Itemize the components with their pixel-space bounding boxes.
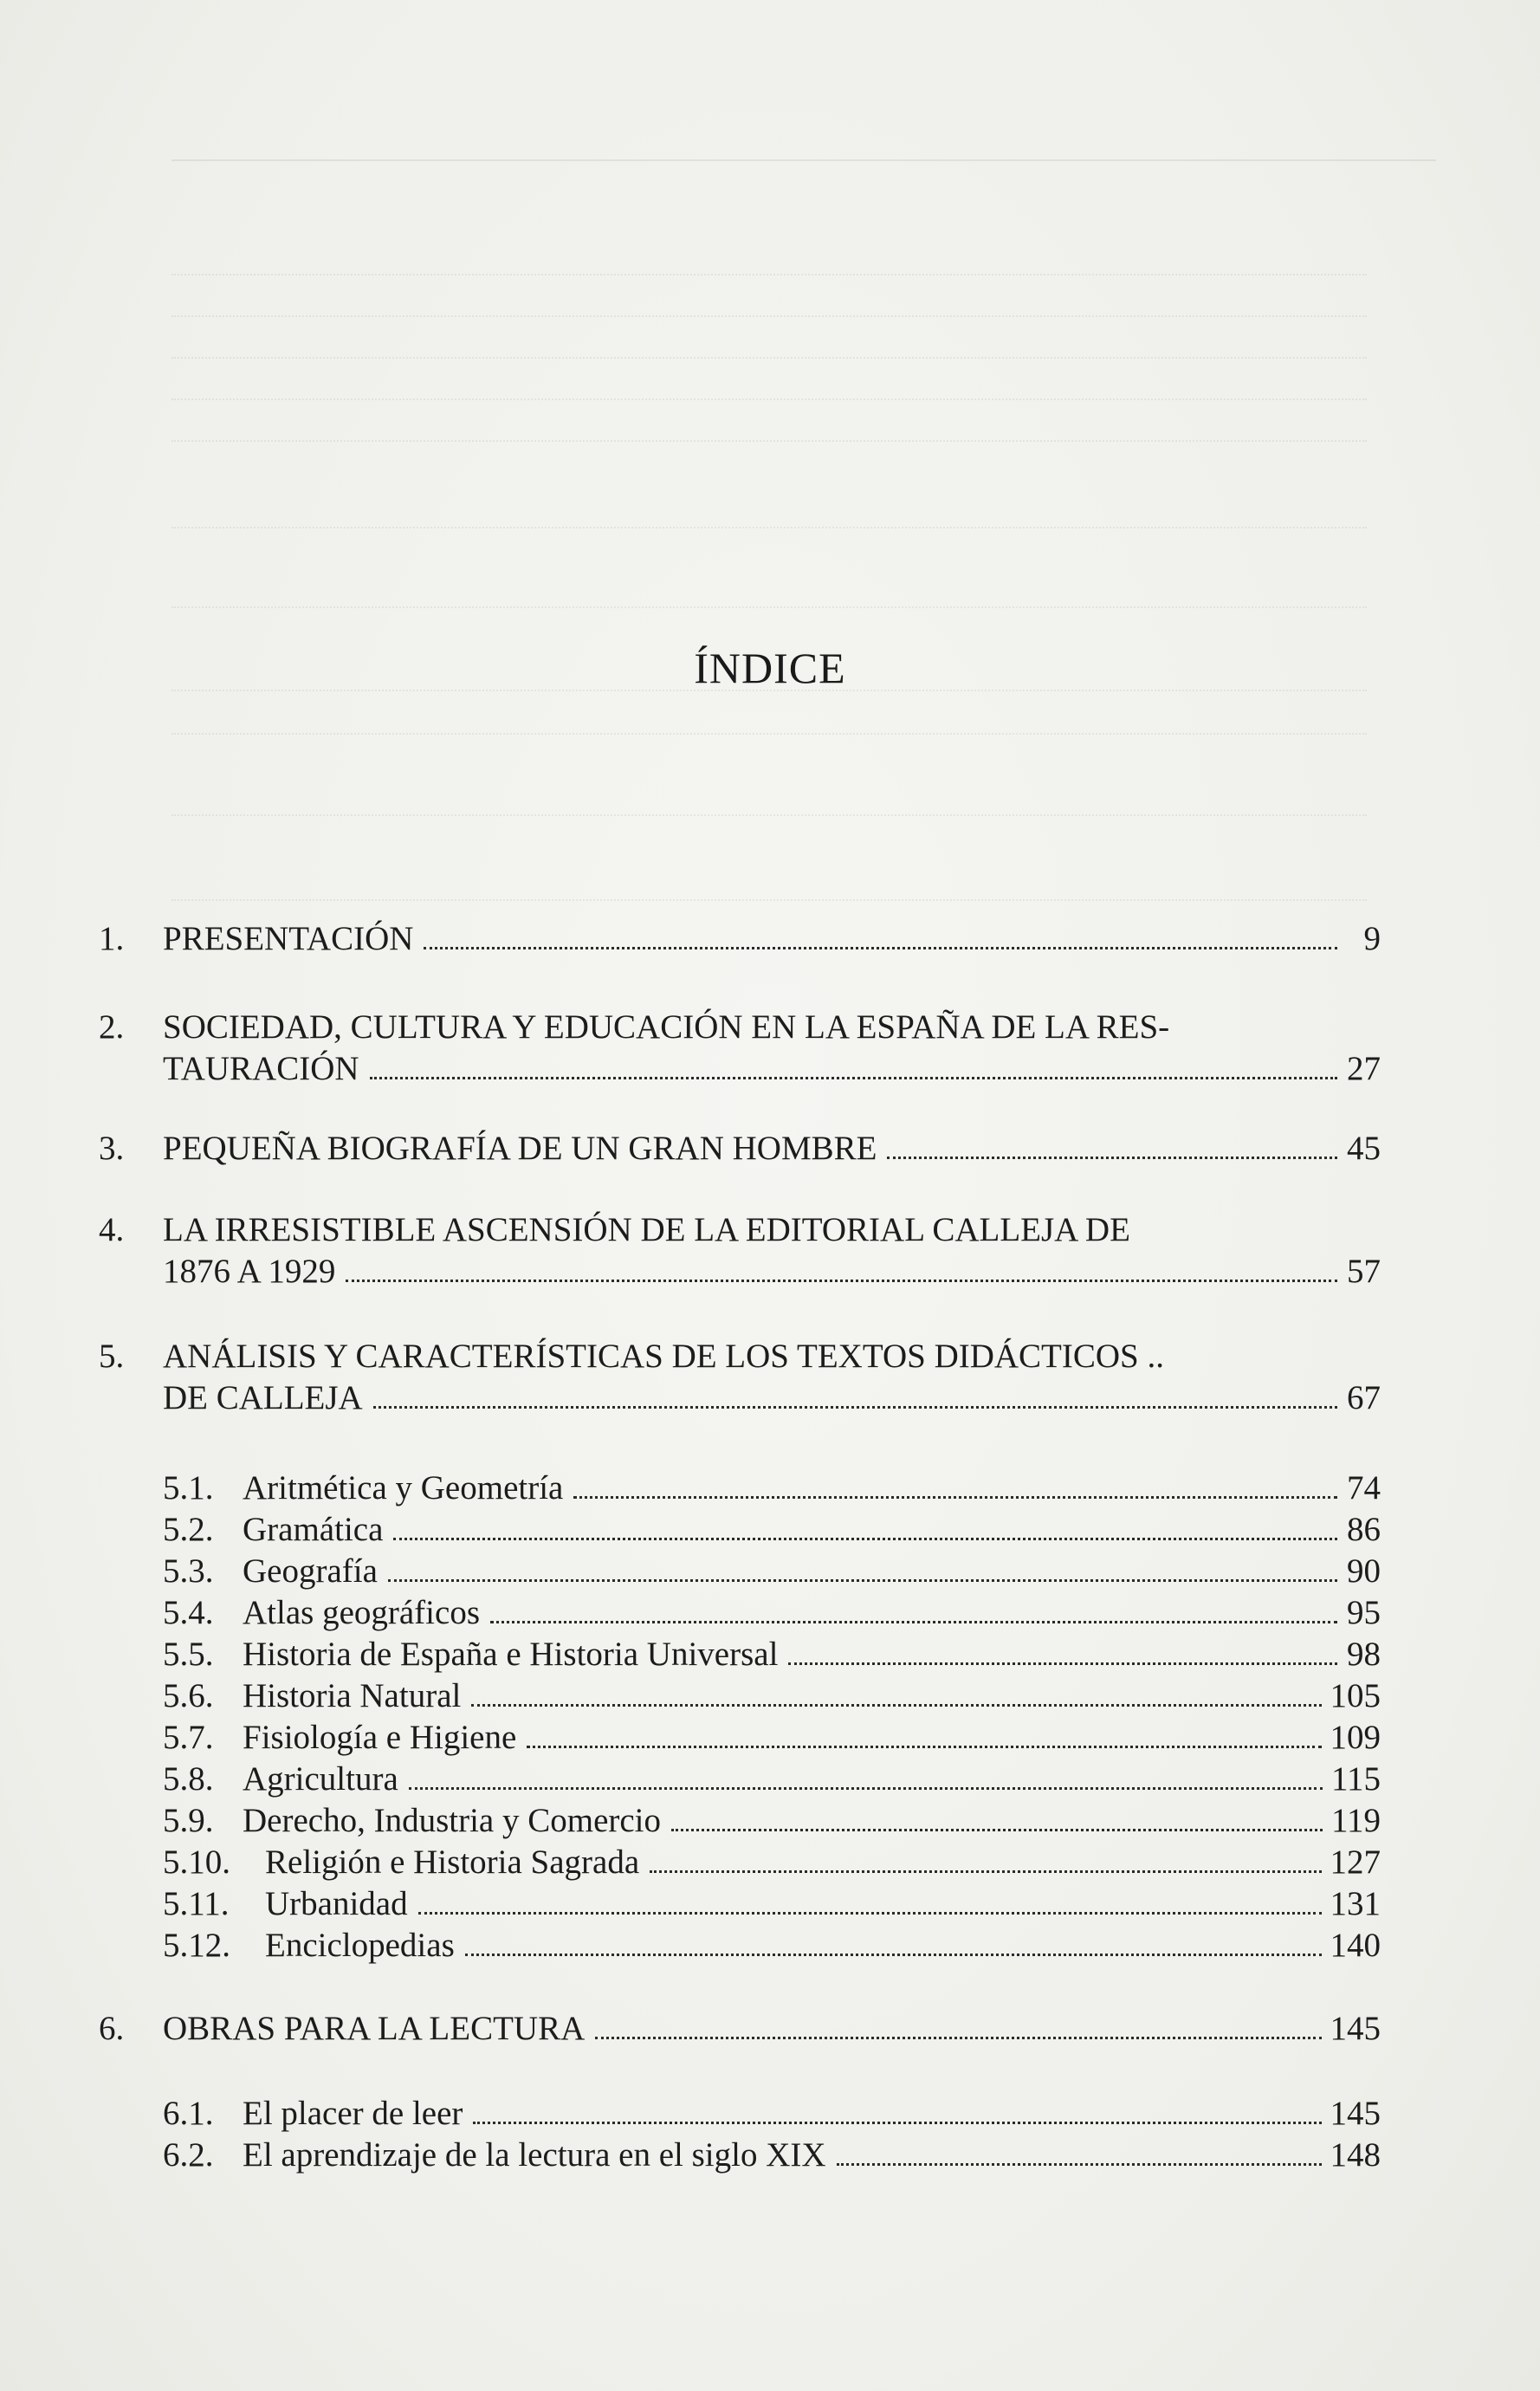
section-number: 6.2. bbox=[163, 2136, 214, 2174]
page-number: 9 bbox=[1363, 920, 1381, 957]
section-title: Urbanidad bbox=[265, 1885, 408, 1922]
page-number: 57 bbox=[1347, 1253, 1381, 1290]
chapter-title-line: SOCIEDAD, CULTURA Y EDUCACIÓN EN LA ESPAÑA DE LA RES- bbox=[163, 1008, 1170, 1046]
section-number: 5.10. bbox=[163, 1843, 230, 1881]
dot-leader bbox=[418, 1912, 1322, 1915]
section-title: Religión e Historia Sagrada bbox=[265, 1843, 640, 1881]
section-title: Historia Natural bbox=[243, 1677, 462, 1714]
section-title: Geografía bbox=[243, 1552, 378, 1590]
toc-section bbox=[163, 1592, 1381, 1634]
dot-leader bbox=[424, 947, 1337, 949]
bleed-through-line bbox=[171, 492, 1367, 528]
chapter-title: PRESENTACIÓN bbox=[163, 920, 414, 957]
chapter-number: 5. bbox=[99, 1338, 125, 1375]
chapter-title-line: DE CALLEJA bbox=[163, 1379, 363, 1416]
page-number: 109 bbox=[1330, 1719, 1381, 1756]
toc-section bbox=[163, 1468, 1381, 1509]
section-number: 5.2. bbox=[163, 1511, 214, 1548]
section-number: 5.11. bbox=[163, 1885, 230, 1922]
section-number: 6.1. bbox=[163, 2095, 214, 2132]
section-number: 5.8. bbox=[163, 1760, 214, 1798]
dot-leader bbox=[471, 1704, 1321, 1707]
section-title: El aprendizaje de la lectura en el siglo XIX bbox=[243, 2136, 826, 2174]
dot-leader bbox=[465, 1954, 1322, 1956]
page-number: 105 bbox=[1330, 1677, 1381, 1714]
section-title: Gramática bbox=[243, 1511, 384, 1548]
page-number: 86 bbox=[1347, 1511, 1381, 1548]
section-number: 5.5. bbox=[163, 1636, 214, 1673]
toc-section bbox=[163, 1717, 1381, 1759]
toc-chapter bbox=[99, 1209, 1381, 1293]
bleed-through-line bbox=[171, 865, 1367, 901]
page-title: ÍNDICE bbox=[694, 644, 846, 692]
section-number: 5.9. bbox=[163, 1802, 214, 1839]
toc-section bbox=[163, 1634, 1381, 1675]
chapter-title-line: ANÁLISIS Y CARACTERÍSTICAS DE LOS TEXTOS DIDÁCTICOS .. bbox=[163, 1338, 1164, 1375]
section-number: 5.7. bbox=[163, 1719, 214, 1756]
page-number: 119 bbox=[1330, 1802, 1381, 1839]
dot-leader bbox=[388, 1579, 1337, 1582]
toc-chapter bbox=[99, 918, 1381, 960]
chapter-title-line: 1876 A 1929 bbox=[163, 1253, 336, 1290]
page-number: 131 bbox=[1330, 1885, 1381, 1922]
chapter-title-line: TAURACIÓN bbox=[163, 1050, 359, 1087]
toc-chapter bbox=[99, 1007, 1381, 1090]
chapter-title: OBRAS PARA LA LECTURA bbox=[163, 2010, 586, 2047]
chapter-number: 6. bbox=[99, 2010, 125, 2047]
section-number: 5.1. bbox=[163, 1469, 214, 1507]
dot-leader bbox=[346, 1280, 1337, 1282]
toc-section bbox=[163, 2135, 1381, 2176]
dot-leader bbox=[650, 1870, 1321, 1873]
toc-section bbox=[163, 1883, 1381, 1925]
toc-section bbox=[163, 1800, 1381, 1842]
dot-leader bbox=[373, 1406, 1337, 1409]
section-number: 5.3. bbox=[163, 1552, 214, 1590]
toc-chapter bbox=[99, 1336, 1381, 1419]
toc-chapter bbox=[99, 2008, 1381, 2050]
bleed-through-header bbox=[171, 154, 1436, 161]
section-number: 5.4. bbox=[163, 1594, 214, 1631]
page-number: 27 bbox=[1347, 1050, 1381, 1087]
dot-leader bbox=[573, 1496, 1337, 1499]
dot-leader bbox=[671, 1829, 1323, 1831]
bleed-through-line bbox=[171, 239, 1367, 275]
toc-section bbox=[163, 1509, 1381, 1551]
dot-leader bbox=[393, 1538, 1337, 1540]
bleed-through-line bbox=[171, 322, 1367, 359]
toc-section bbox=[163, 1842, 1381, 1883]
bleed-through-line bbox=[171, 405, 1367, 442]
toc-section bbox=[163, 1759, 1381, 1800]
page-number: 145 bbox=[1330, 2095, 1381, 2132]
bleed-through-line bbox=[171, 780, 1367, 816]
section-number: 5.6. bbox=[163, 1677, 214, 1714]
page-number: 148 bbox=[1330, 2136, 1381, 2174]
section-title: El placer de leer bbox=[243, 2095, 463, 2132]
bleed-through-line bbox=[171, 572, 1367, 608]
section-title: Aritmética y Geometría bbox=[243, 1469, 564, 1507]
page-number: 98 bbox=[1347, 1636, 1381, 1673]
chapter-title-line: LA IRRESISTIBLE ASCENSIÓN DE LA EDITORIAL CALLEJA DE bbox=[163, 1211, 1130, 1248]
bleed-through-line bbox=[171, 364, 1367, 400]
dot-leader bbox=[887, 1157, 1337, 1159]
dot-leader bbox=[527, 1746, 1321, 1748]
section-number: 5.12. bbox=[163, 1927, 230, 1964]
chapter-number: 3. bbox=[99, 1130, 125, 1167]
chapter-number: 4. bbox=[99, 1211, 125, 1248]
page-number: 127 bbox=[1330, 1843, 1381, 1881]
dot-leader bbox=[370, 1077, 1337, 1079]
toc-section bbox=[163, 1675, 1381, 1717]
section-title: Fisiología e Higiene bbox=[243, 1719, 517, 1756]
dot-leader bbox=[473, 2122, 1321, 2124]
dot-leader bbox=[788, 1662, 1337, 1665]
page-number: 67 bbox=[1347, 1379, 1381, 1416]
section-title: Historia de España e Historia Universal bbox=[243, 1636, 779, 1673]
page-number: 45 bbox=[1347, 1130, 1381, 1167]
page-number: 145 bbox=[1330, 2010, 1381, 2047]
dot-leader bbox=[490, 1621, 1337, 1623]
section-title: Atlas geográficos bbox=[243, 1594, 480, 1631]
toc-chapter bbox=[99, 1128, 1381, 1170]
section-title: Agricultura bbox=[243, 1760, 398, 1798]
page-number: 115 bbox=[1330, 1760, 1381, 1798]
toc-section bbox=[163, 2093, 1381, 2135]
dot-leader bbox=[595, 2037, 1321, 2039]
section-title: Enciclopedias bbox=[265, 1927, 455, 1964]
chapter-number: 1. bbox=[99, 920, 125, 957]
toc-section bbox=[163, 1925, 1381, 1967]
bleed-through-line bbox=[171, 698, 1367, 735]
toc-section bbox=[163, 1551, 1381, 1592]
page-number: 140 bbox=[1330, 1927, 1381, 1964]
page-number: 90 bbox=[1347, 1552, 1381, 1590]
section-title: Derecho, Industria y Comercio bbox=[243, 1802, 662, 1839]
page-number: 74 bbox=[1347, 1469, 1381, 1507]
page-number: 95 bbox=[1347, 1594, 1381, 1631]
dot-leader bbox=[837, 2163, 1322, 2166]
bleed-through-line bbox=[171, 281, 1367, 317]
dot-leader bbox=[409, 1787, 1323, 1790]
chapter-title: PEQUEÑA BIOGRAFÍA DE UN GRAN HOMBRE bbox=[163, 1130, 877, 1167]
chapter-number: 2. bbox=[99, 1008, 125, 1046]
